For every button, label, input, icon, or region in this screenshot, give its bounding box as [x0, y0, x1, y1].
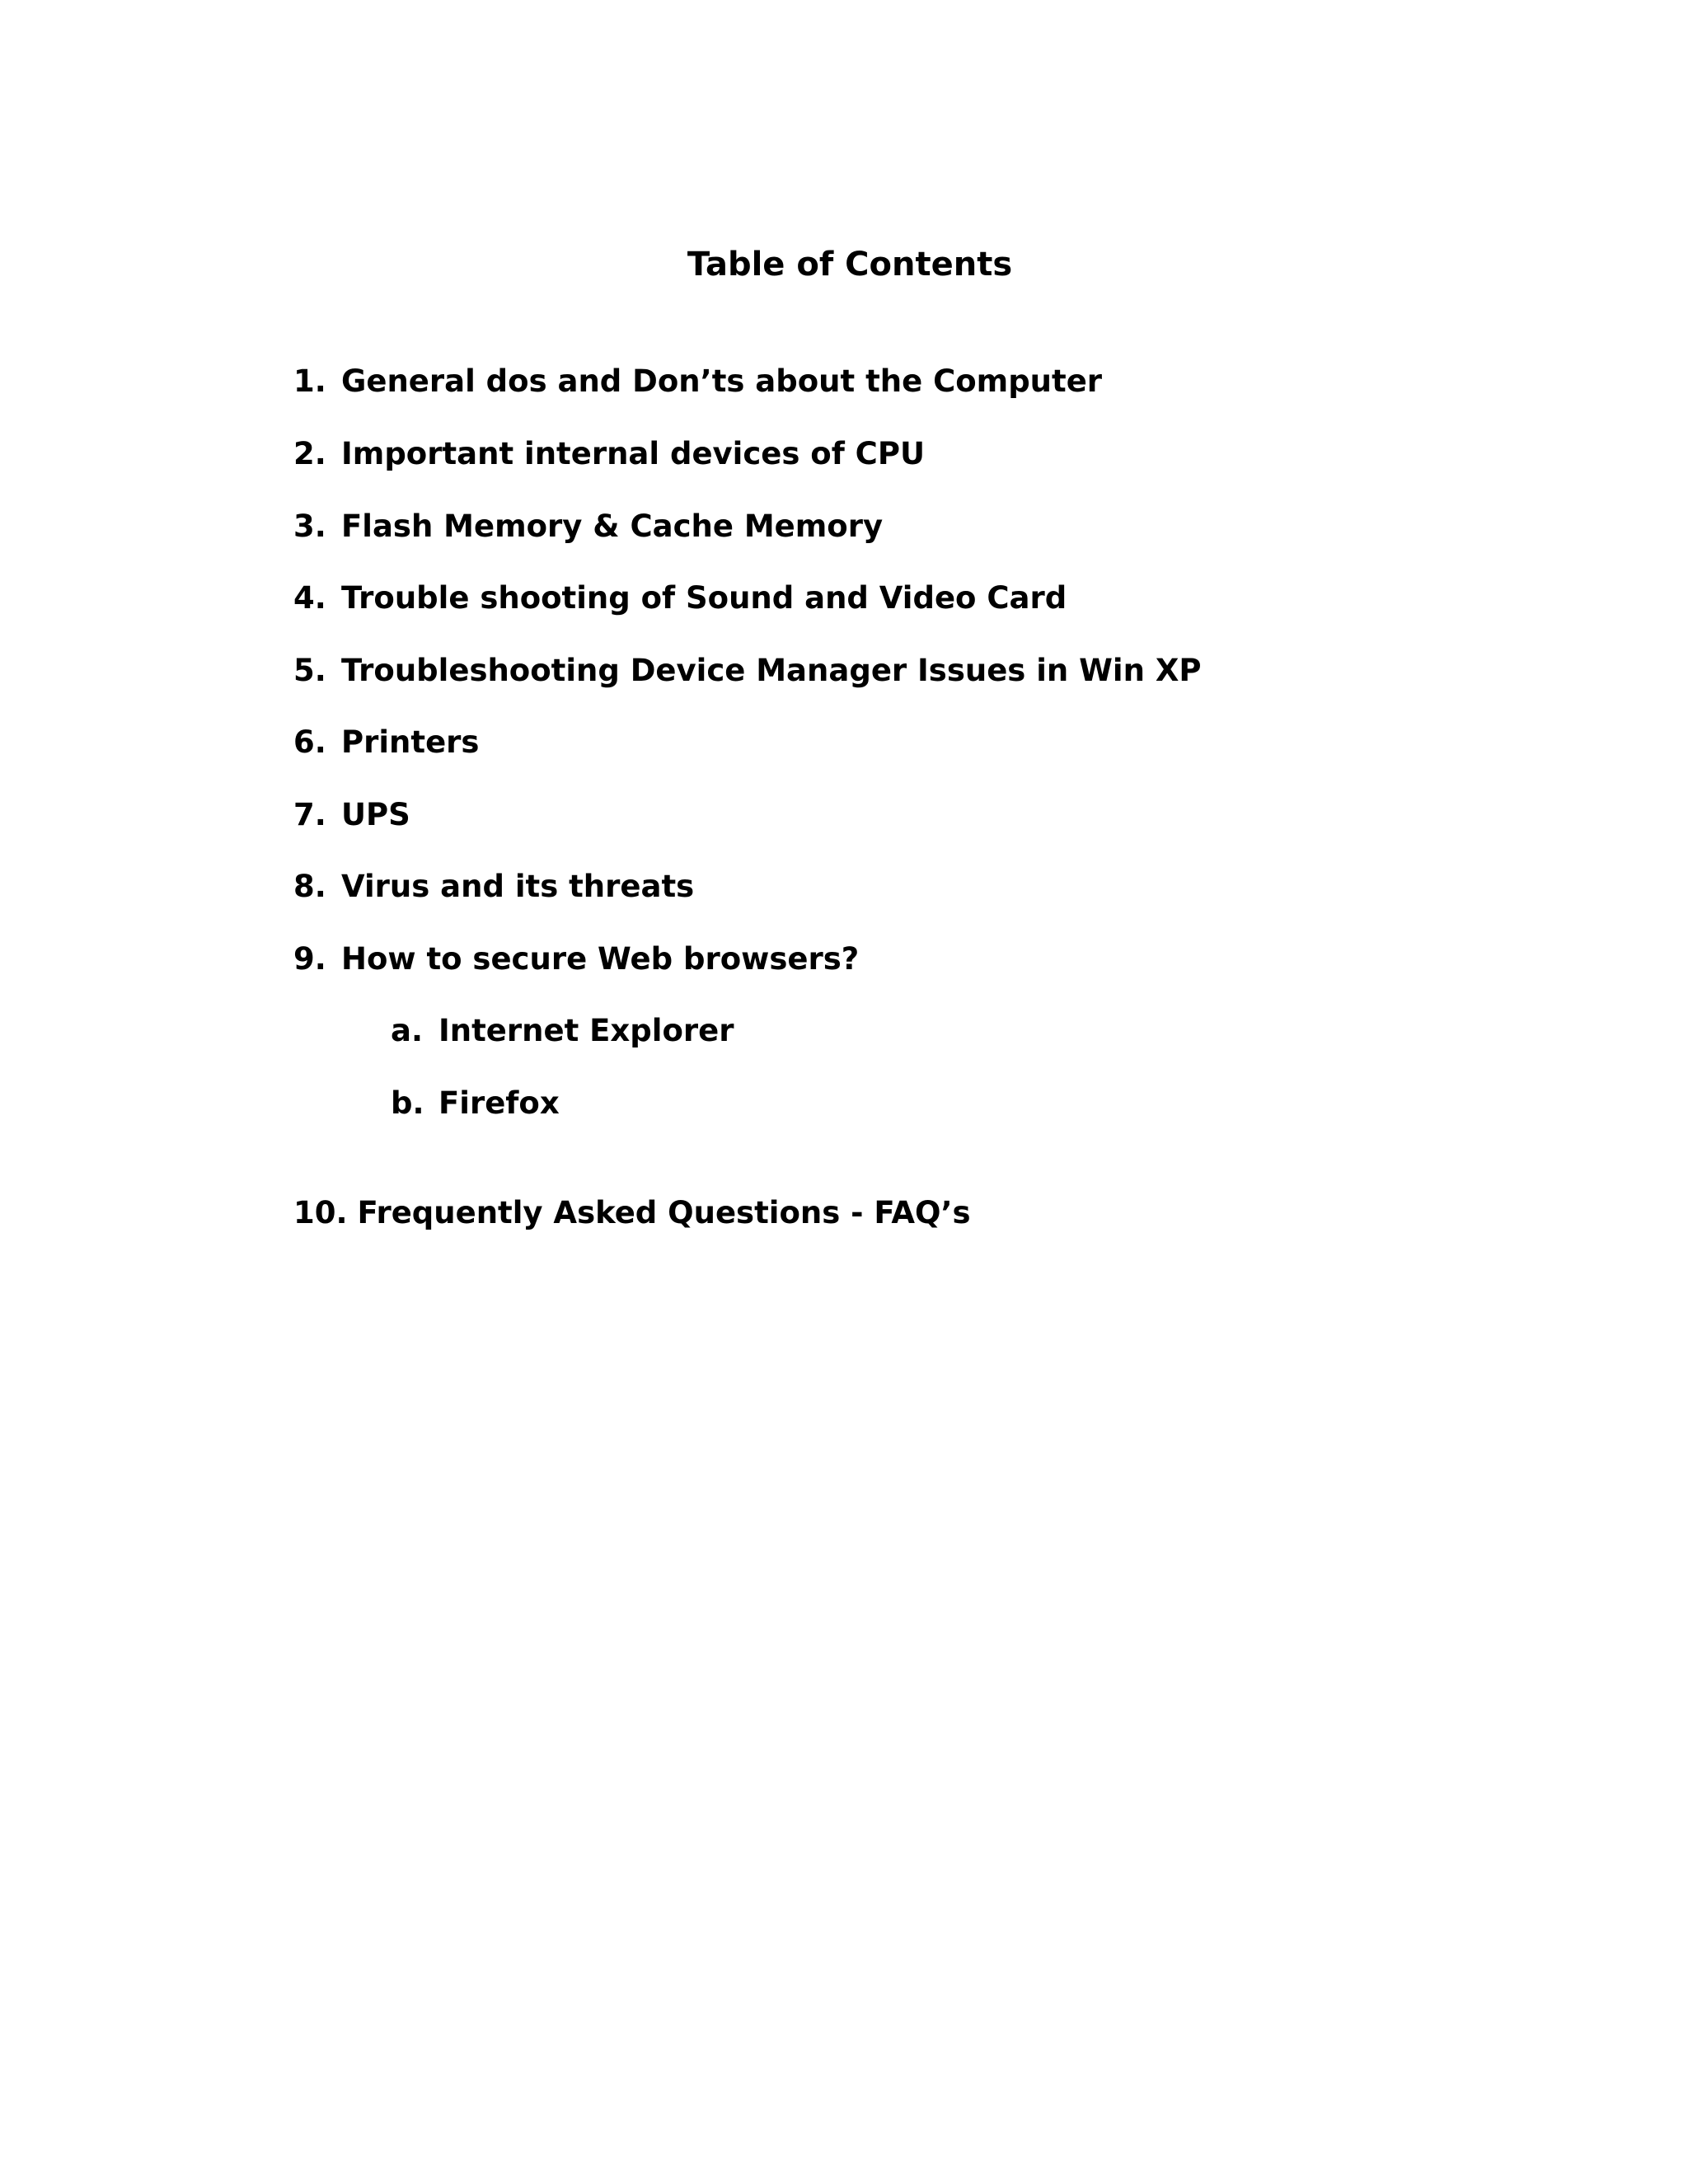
- toc-entry-text: Important internal devices of CPU: [341, 436, 925, 471]
- toc-entry-text: How to secure Web browsers?: [341, 941, 860, 977]
- toc-entry-text: Frequently Asked Questions - FAQ’s: [357, 1195, 971, 1230]
- toc-entry-8: [293, 868, 694, 906]
- toc-entry-number: 10.: [293, 1195, 348, 1230]
- toc-entry-6: [293, 724, 479, 762]
- toc-entry-text: General dos and Don’ts about the Computer: [341, 363, 1103, 399]
- toc-entry-number: b.: [391, 1085, 424, 1121]
- page-title: Table of Contents: [687, 246, 1013, 284]
- toc-entry-number: 6.: [293, 724, 326, 760]
- toc-entry-number: 8.: [293, 869, 326, 904]
- toc-entry-text: Troubleshooting Device Manager Issues in Win XP: [341, 653, 1202, 688]
- toc-entry-10: [293, 1194, 971, 1232]
- toc-entry-text: Trouble shooting of Sound and Video Card: [341, 580, 1067, 616]
- toc-entry-number: a.: [391, 1013, 424, 1048]
- toc-entry-7: [293, 796, 410, 834]
- toc-entry-text: Printers: [341, 724, 480, 760]
- toc-entry-number: 1.: [293, 363, 326, 399]
- toc-entry-text: Flash Memory & Cache Memory: [341, 509, 884, 544]
- toc-subentry-a: [391, 1012, 734, 1050]
- toc-entry-text: UPS: [341, 797, 410, 832]
- toc-entry-5: [293, 652, 1201, 690]
- toc-subentry-b: [391, 1085, 560, 1122]
- toc-entry-text: Internet Explorer: [438, 1013, 734, 1048]
- toc-entry-number: 4.: [293, 580, 326, 616]
- toc-entry-number: 7.: [293, 797, 326, 832]
- toc-entry-number: 2.: [293, 436, 326, 471]
- toc-entry-4: [293, 579, 1067, 617]
- toc-entry-text: Firefox: [438, 1085, 560, 1121]
- toc-entry-3: [293, 508, 883, 546]
- toc-entry-2: [293, 435, 925, 473]
- toc-entry-number: 3.: [293, 509, 326, 544]
- toc-entry-text: Virus and its threats: [341, 869, 695, 904]
- toc-entry-number: 5.: [293, 653, 326, 688]
- toc-entry-1: [293, 363, 1102, 401]
- toc-entry-9: [293, 940, 859, 978]
- toc-entry-number: 9.: [293, 941, 326, 977]
